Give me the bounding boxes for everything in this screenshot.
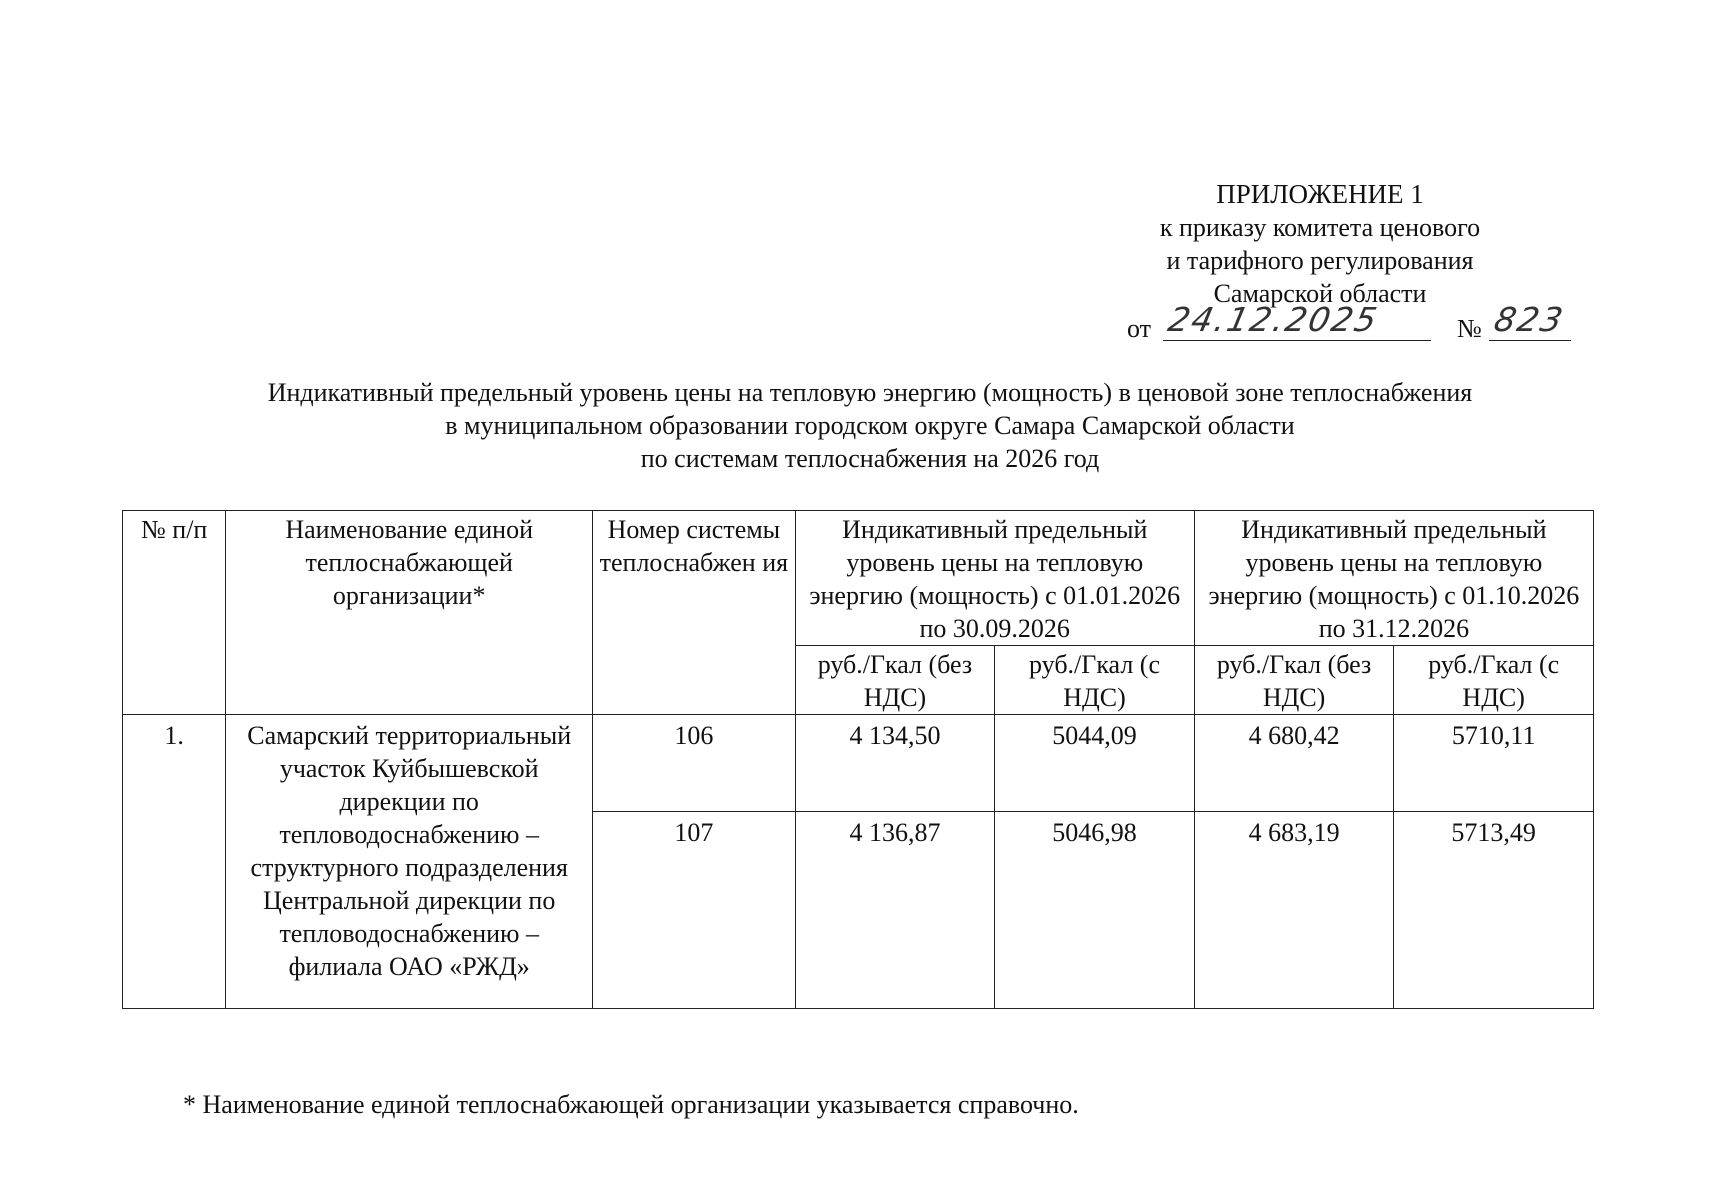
number-field bbox=[1489, 300, 1571, 341]
cell-p2-vat: 5713,49 bbox=[1394, 812, 1594, 1009]
appendix-line-2: и тарифного регулирования bbox=[1166, 246, 1474, 275]
header-p1-vat: руб./Гкал (с НДС) bbox=[995, 646, 1195, 715]
cell-org: Самарский территориальный участок Куйбышевской дирекции по тепловодоснабжению – структурного подразделения Центральной дирекции по тепловодоснабжению – филиала ОАО «РЖД» bbox=[226, 715, 593, 1009]
header-period-1: Индикативный предельный уровень цены на тепловую энергию (мощность) с 01.01.2026 по 30.09.2026 bbox=[795, 511, 1194, 646]
heading-line-2: в муниципальном образовании городском округе Самара Самарской области bbox=[445, 411, 1295, 440]
appendix-block bbox=[1090, 178, 1550, 310]
cell-p2-no-vat: 4 680,42 bbox=[1194, 715, 1394, 812]
date-field bbox=[1163, 300, 1431, 341]
header-p2-vat: руб./Гкал (с НДС) bbox=[1394, 646, 1594, 715]
appendix-line-3: Самарской области bbox=[1213, 279, 1427, 308]
header-p2-no-vat: руб./Гкал (без НДС) bbox=[1194, 646, 1394, 715]
footnote: * Наименование единой теплоснабжающей организации указывается справочно. bbox=[183, 1090, 1079, 1119]
cell-p1-no-vat: 4 136,87 bbox=[795, 812, 995, 1009]
cell-p1-vat: 5044,09 bbox=[995, 715, 1195, 812]
order-date-number bbox=[1127, 300, 1569, 346]
header-org: Наименование единой теплоснабжающей организации* bbox=[226, 511, 593, 715]
cell-system: 106 bbox=[593, 715, 796, 812]
appendix-title: ПРИЛОЖЕНИЕ 1 bbox=[1216, 179, 1424, 209]
cell-p1-no-vat: 4 134,50 bbox=[795, 715, 995, 812]
cell-p2-no-vat: 4 683,19 bbox=[1194, 812, 1394, 1009]
cell-p1-vat: 5046,98 bbox=[995, 812, 1195, 1009]
handwritten-date: 24.12.2025 bbox=[1164, 300, 1383, 339]
header-p1-no-vat: руб./Гкал (без НДС) bbox=[795, 646, 995, 715]
cell-p2-vat: 5710,11 bbox=[1394, 715, 1594, 812]
header-system: Номер системы теплоснабжен ия bbox=[593, 511, 796, 715]
cell-system: 107 bbox=[593, 812, 796, 1009]
table-row bbox=[123, 715, 1594, 812]
number-prefix: № bbox=[1457, 314, 1482, 343]
heading-line-1: Индикативный предельный уровень цены на тепловую энергию (мощность) в ценовой зоне теплоснабжения bbox=[267, 378, 1473, 407]
header-period-2: Индикативный предельный уровень цены на тепловую энергию (мощность) с 01.10.2026 по 31.12.2026 bbox=[1194, 511, 1593, 646]
appendix-line-1: к приказу комитета ценового bbox=[1159, 213, 1481, 242]
heading-line-3: по системам теплоснабжения на 2026 год bbox=[640, 444, 1100, 473]
handwritten-number: 823 bbox=[1490, 300, 1569, 339]
document-heading bbox=[120, 376, 1620, 475]
cell-no: 1. bbox=[123, 715, 226, 1009]
price-table bbox=[122, 510, 1594, 1009]
header-no: № п/п bbox=[123, 511, 226, 715]
date-prefix: от bbox=[1127, 314, 1152, 343]
